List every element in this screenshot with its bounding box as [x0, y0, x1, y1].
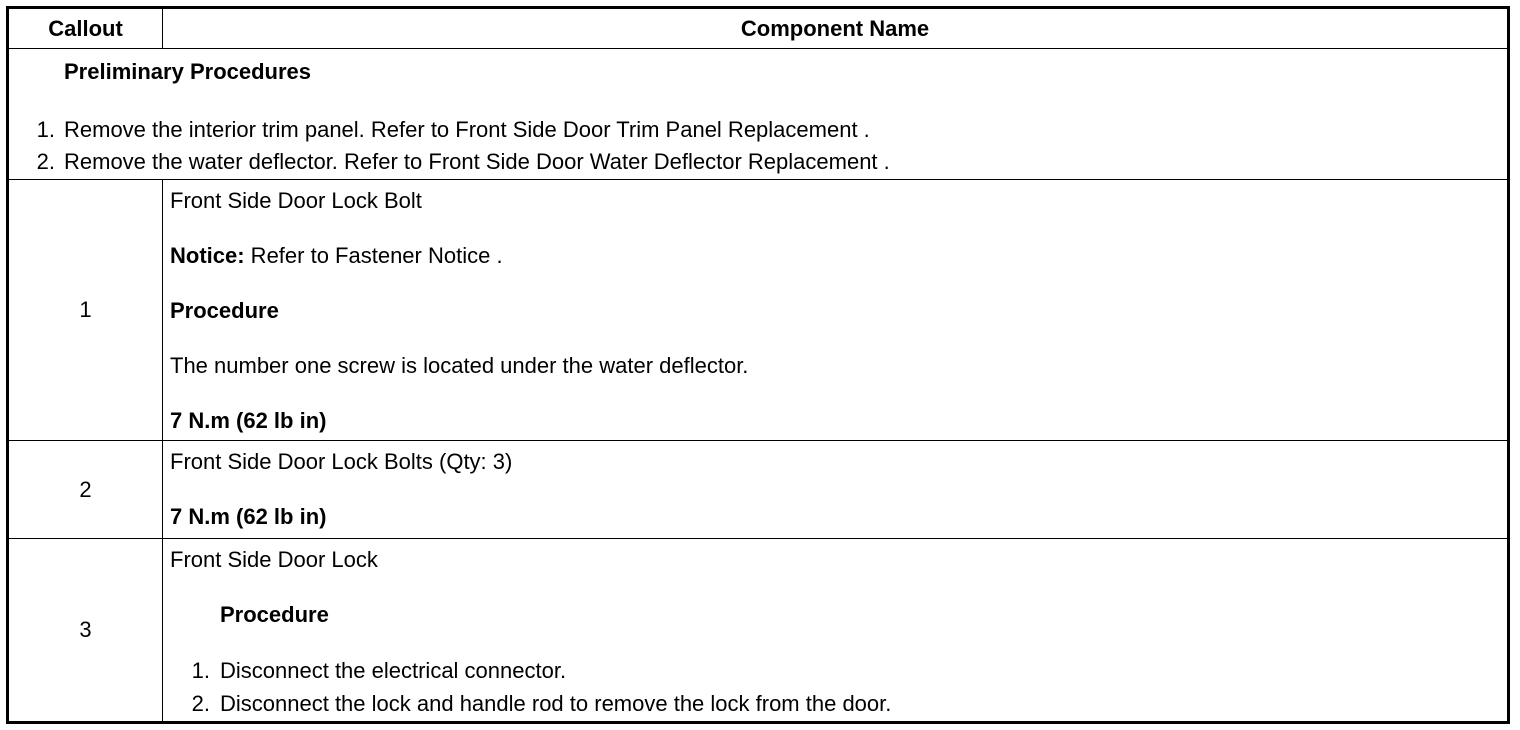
- component-cell: [163, 180, 1509, 441]
- callout-header: Callout: [8, 8, 163, 49]
- notice-text: Refer to Fastener Notice .: [244, 243, 503, 268]
- procedure-steps: [170, 654, 1507, 720]
- callout-cell: 1: [8, 180, 163, 441]
- table-row: [8, 441, 1509, 539]
- header-row: [8, 8, 1509, 49]
- list-item: [170, 654, 1507, 687]
- component-cell: [163, 441, 1509, 539]
- component-name: Front Side Door Lock Bolts (Qty: 3): [170, 449, 513, 474]
- step-number: 2.: [36, 149, 55, 174]
- step-text: Remove the water deflector. Refer to Front Side Door Water Deflector Replacement .: [64, 149, 890, 174]
- component-name: Front Side Door Lock: [170, 547, 378, 572]
- step-text: Disconnect the lock and handle rod to remove the lock from the door.: [220, 691, 892, 716]
- preliminary-cell: [8, 49, 1509, 180]
- torque-spec: 7 N.m (62 lb in): [170, 504, 327, 529]
- torque-spec: 7 N.m (62 lb in): [170, 408, 327, 433]
- component-cell: [163, 539, 1509, 723]
- preliminary-row: [8, 49, 1509, 180]
- step-number: 1.: [191, 658, 210, 683]
- procedure-text: The number one screw is located under the water deflector.: [170, 353, 749, 378]
- preliminary-steps: [9, 114, 1507, 178]
- step-text: Disconnect the electrical connector.: [220, 658, 567, 683]
- list-item: [9, 114, 1507, 146]
- preliminary-title: Preliminary Procedures: [64, 59, 312, 84]
- procedure-label: Procedure: [170, 298, 279, 323]
- notice: [170, 243, 1507, 269]
- procedure-table: [6, 6, 1510, 724]
- component-name: Front Side Door Lock Bolt: [170, 188, 422, 213]
- step-text: Remove the interior trim panel. Refer to Front Side Door Trim Panel Replacement .: [64, 117, 870, 142]
- component-name-header: Component Name: [163, 8, 1509, 49]
- step-number: 1.: [36, 117, 55, 142]
- callout-cell: 3: [8, 539, 163, 723]
- list-item: [170, 687, 1507, 720]
- table-row: [8, 180, 1509, 441]
- notice-label: Notice:: [170, 243, 245, 268]
- step-number: 2.: [191, 691, 210, 716]
- procedure-label: Procedure: [220, 602, 329, 627]
- callout-cell: 2: [8, 441, 163, 539]
- list-item: [9, 146, 1507, 178]
- table-row: [8, 539, 1509, 723]
